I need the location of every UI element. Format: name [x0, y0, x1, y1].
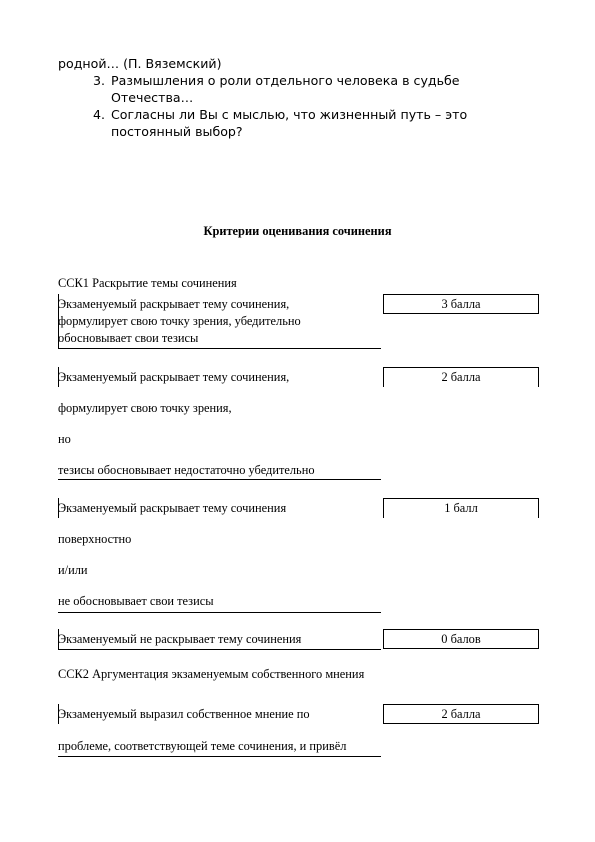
criterion-text: поверхностно: [58, 532, 132, 546]
criterion-text: формулирует свою точку зрения,: [58, 401, 232, 415]
list-item-text: Отечества…: [111, 90, 194, 105]
intro-line: родной… (П. Вяземский): [58, 56, 222, 71]
criteria-title: Критерии оценивания сочинения: [203, 224, 392, 238]
score-box: [383, 498, 539, 518]
section-heading-ssk1: ССК1 Раскрытие темы сочинения: [58, 276, 237, 290]
criterion-text: Экзаменуемый раскрывает тему сочинения,: [58, 370, 290, 384]
criterion-text: не обосновывает свои тезисы: [58, 594, 214, 608]
criterion-text: Экзаменуемый раскрывает тему сочинения,: [58, 297, 290, 311]
section-heading-ssk2: ССК2 Аргументация экзаменуемым собственного мнения: [58, 667, 365, 681]
score-box: [383, 294, 539, 314]
list-item-text: постоянный выбор?: [111, 124, 243, 139]
criterion-text: формулирует свою точку зрения, убедительно: [58, 314, 301, 328]
score-value: 1 балл: [444, 501, 478, 515]
list-number: 4.: [93, 107, 106, 122]
score-value: 2 балла: [441, 370, 481, 384]
list-item-text: Согласны ли Вы с мыслью, что жизненный путь – это: [111, 107, 468, 122]
criterion-row-0: [58, 629, 381, 650]
criterion-row-1: [58, 498, 381, 613]
criterion-text: Экзаменуемый выразил собственное мнение по: [58, 707, 310, 721]
criterion-text: обосновывает свои тезисы: [58, 331, 199, 345]
criterion-text: но: [58, 432, 71, 446]
list-item-text: Размышления о роли отдельного человека в судьбе: [111, 73, 460, 88]
criterion-text: Экзаменуемый не раскрывает тему сочинения: [58, 632, 302, 646]
criterion-row-3: [58, 294, 381, 349]
score-value: 2 балла: [441, 707, 481, 721]
score-value: 0 балов: [441, 632, 481, 646]
score-box: [383, 704, 539, 724]
criterion-row-2: [58, 367, 381, 480]
score-box: [383, 367, 539, 387]
criterion-row-argument-2: [58, 704, 381, 757]
criterion-text: Экзаменуемый раскрывает тему сочинения: [58, 501, 287, 515]
criterion-text: проблеме, соответствующей теме сочинения, и привёл: [58, 739, 347, 753]
criterion-text: и/или: [58, 563, 88, 577]
score-box: [383, 629, 539, 649]
list-number: 3.: [93, 73, 106, 88]
criterion-text: тезисы обосновывает недостаточно убедительно: [58, 463, 315, 477]
score-value: 3 балла: [441, 297, 481, 311]
